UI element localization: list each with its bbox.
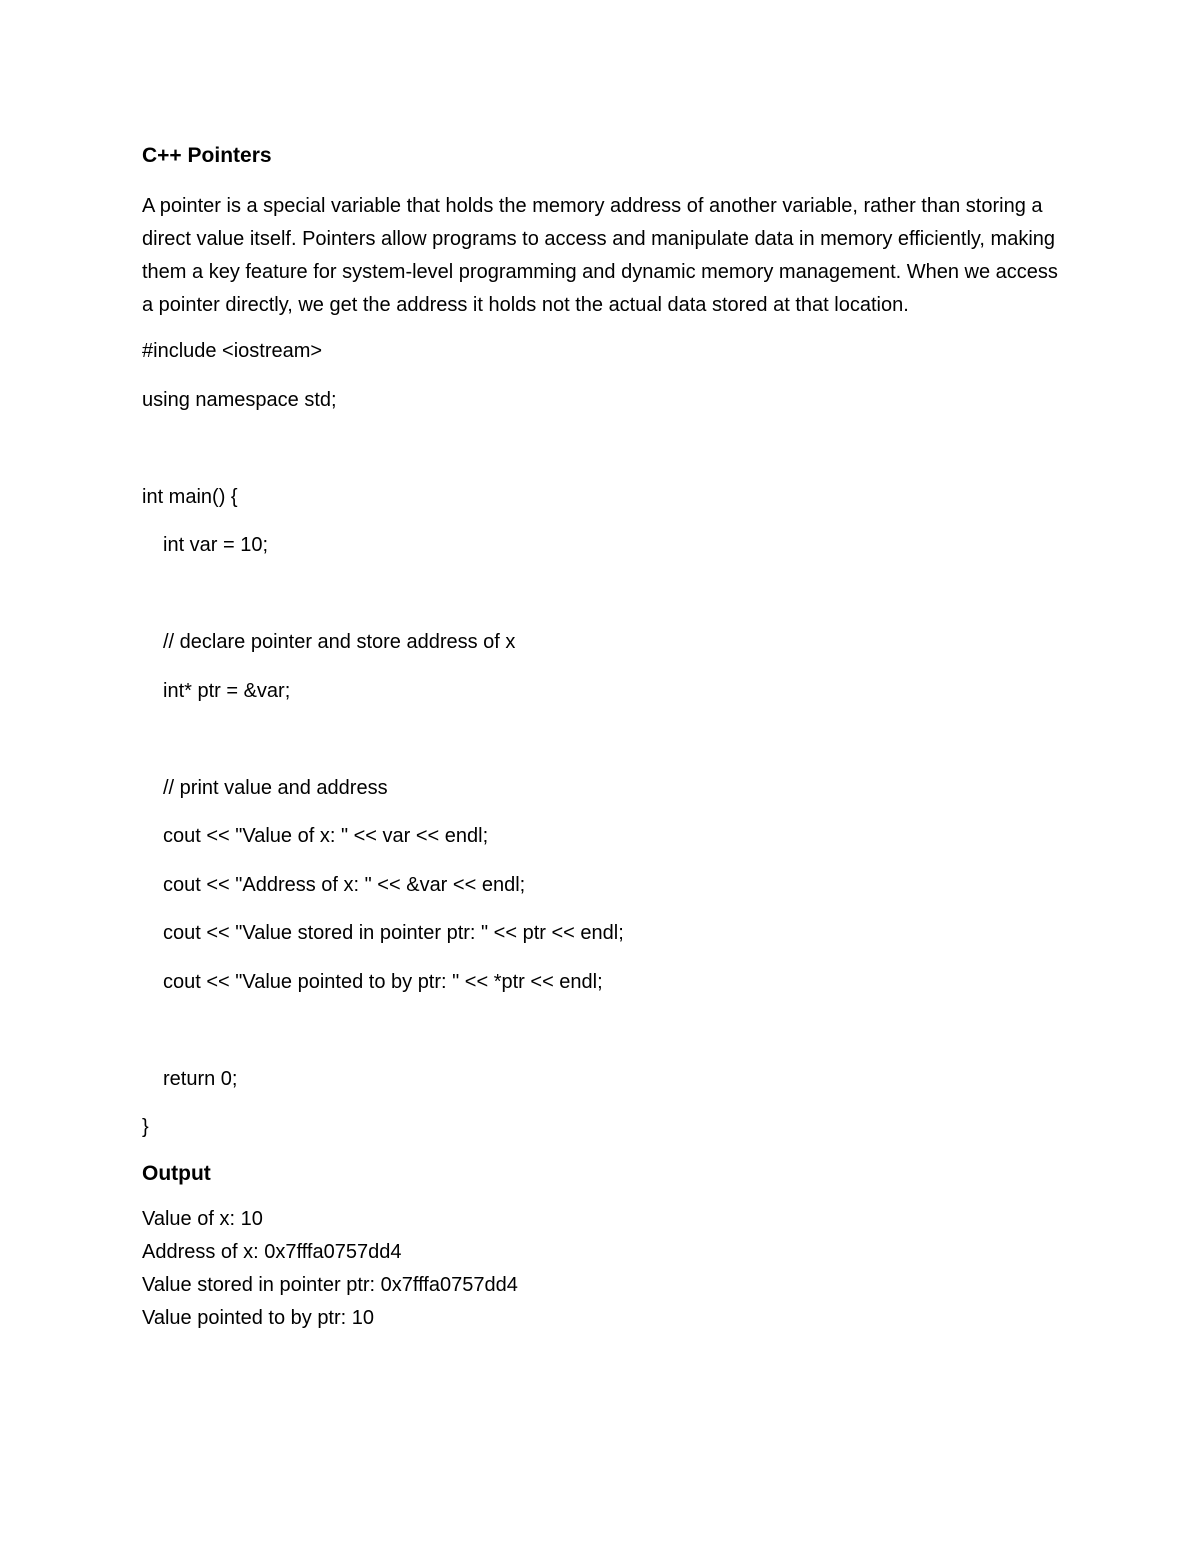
code-line bbox=[142, 1015, 1062, 1045]
code-line: cout << "Value stored in pointer ptr: " << ptr << endl; bbox=[163, 922, 624, 944]
code-line: using namespace std; bbox=[142, 388, 337, 411]
code-line: int main() { bbox=[142, 485, 238, 508]
code-line: // declare pointer and store address of x bbox=[163, 631, 516, 653]
code-line: } bbox=[142, 1116, 149, 1138]
code-line: cout << "Address of x: " << &var << endl; bbox=[163, 873, 526, 896]
code-block bbox=[142, 336, 1062, 1142]
code-line bbox=[142, 724, 1062, 754]
code-line bbox=[142, 433, 1062, 463]
code-line: cout << "Value pointed to by ptr: " << *ptr << endl; bbox=[163, 970, 603, 993]
code-line: #include <iostream> bbox=[142, 340, 323, 362]
output-line: Address of x: 0x7fffa0757dd4 bbox=[142, 1240, 402, 1263]
output-line: Value of x: 10 bbox=[142, 1207, 263, 1230]
code-line: int* ptr = &var; bbox=[163, 679, 291, 702]
output-block bbox=[142, 1203, 1062, 1335]
document-title: C++ Pointers bbox=[142, 144, 272, 167]
code-line bbox=[142, 579, 1062, 609]
code-line: return 0; bbox=[163, 1067, 238, 1090]
code-line: int var = 10; bbox=[163, 534, 269, 556]
code-line: // print value and address bbox=[163, 776, 388, 799]
output-line: Value pointed to by ptr: 10 bbox=[142, 1306, 375, 1329]
code-line: cout << "Value of x: " << var << endl; bbox=[163, 825, 489, 847]
intro-paragraph: A pointer is a special variable that holds the memory address of another variable, rather than storing a direct value itself. Pointers allow programs to access and manipulate data in memory efficiently, making them a key feature for system-level programming and dynamic memory management. When we access a pointer directly, we get the address it holds not the actual data stored at that location. bbox=[142, 195, 1058, 316]
output-heading: Output bbox=[142, 1161, 211, 1185]
output-line: Value stored in pointer ptr: 0x7fffa0757dd4 bbox=[142, 1273, 518, 1296]
document-content bbox=[142, 140, 1062, 1335]
